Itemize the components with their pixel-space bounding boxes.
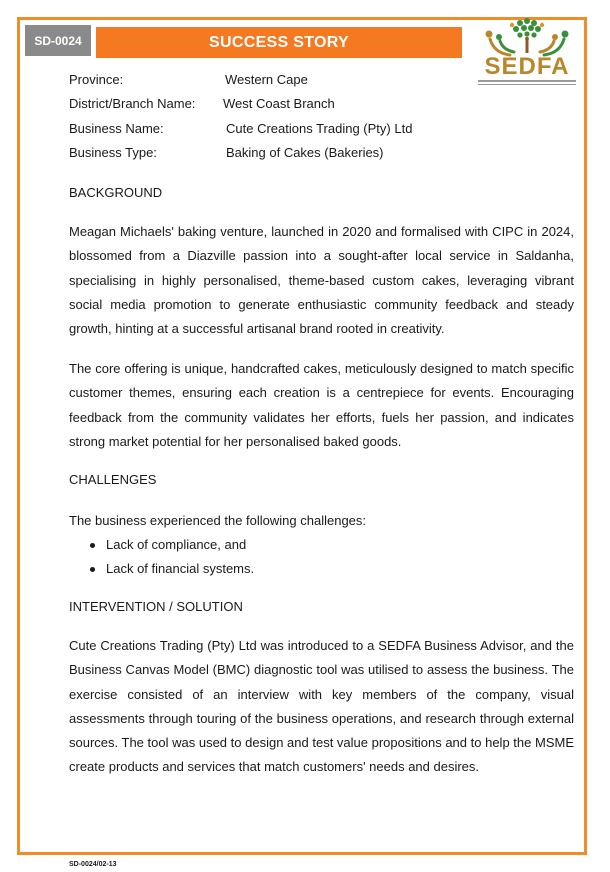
info-label: District/Branch Name:: [69, 96, 196, 111]
background-paragraph-1: Meagan Michaels' baking venture, launched in 2020 and formalised with CIPC in 2024, blossomed from a Diazville passion into a sought-after local service in Saldanha, specialising in highly personalised, theme-based custom cakes, leveraging vibrant social media promotion to generate enthusiastic community feedback and steady growth, hinting at a successful artisanal brand rooted in creativity.: [69, 224, 574, 337]
challenges-heading: CHALLENGES: [69, 472, 157, 487]
info-label: Business Type:: [69, 145, 157, 160]
background-heading: BACKGROUND: [69, 185, 163, 200]
document-code-badge: SD-0024: [25, 25, 91, 56]
success-story-banner: SUCCESS STORY: [96, 27, 462, 58]
sedfa-logo: [470, 17, 584, 87]
intervention-paragraph: Cute Creations Trading (Pty) Ltd was introduced to a SEDFA Business Advisor, and the Business Canvas Model (BMC) diagnostic tool was utilised to assess the business. The exercise consisted of an interview with key members of the company, visual assessments through touring of the business operations, and research through external sources. The tool was used to design and test value propositions and to help the MSME create products and services that match customers' needs and desires.: [69, 638, 574, 775]
info-label: Province:: [69, 72, 124, 87]
challenges-intro: The business experienced the following challenges:: [69, 513, 367, 528]
footer-reference: SD-0024/02-13: [69, 861, 117, 868]
intervention-heading: INTERVENTION / SOLUTION: [69, 599, 243, 614]
logo-tagline: [478, 80, 576, 86]
list-item-text: Lack of compliance, and: [106, 537, 247, 552]
list-item-text: Lack of financial systems.: [106, 561, 255, 576]
bullet-icon: [90, 567, 95, 572]
info-label: Business Name:: [69, 121, 164, 136]
info-value: Western Cape: [225, 72, 308, 87]
info-value: Baking of Cakes (Bakeries): [226, 145, 384, 160]
background-paragraph-2: The core offering is unique, handcrafted cakes, meticulously designed to match specific customer themes, ensuring each creation is a centrepiece for events. Encouraging feedback from the community validates her efforts, fuels her passion, and indicates strong market potential for her personalised baked goods.: [69, 361, 574, 449]
info-value: West Coast Branch: [223, 96, 335, 111]
logo-wordmark: SEDFA: [484, 53, 570, 80]
info-value: Cute Creations Trading (Pty) Ltd: [226, 121, 413, 136]
bullet-icon: [90, 543, 95, 548]
